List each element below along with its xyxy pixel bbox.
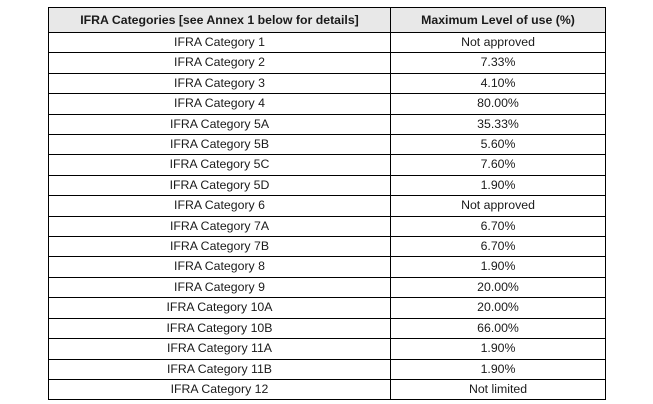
table-row: [49, 114, 606, 134]
ifra-levels-table-wrapper: [48, 7, 605, 400]
cell-max-level: 6.70%: [391, 237, 606, 257]
ifra-levels-table: [48, 7, 606, 400]
table-row: [49, 73, 606, 93]
cell-max-level: 6.70%: [391, 216, 606, 236]
table-row: [49, 94, 606, 114]
cell-max-level: 1.90%: [391, 257, 606, 277]
cell-category: IFRA Category 5A: [49, 114, 391, 134]
cell-max-level: 5.60%: [391, 135, 606, 155]
cell-category: IFRA Category 6: [49, 196, 391, 216]
table-row: [49, 257, 606, 277]
column-header-categories: IFRA Categories [see Annex 1 below for details]: [49, 8, 391, 33]
table-row: [49, 237, 606, 257]
cell-max-level: 80.00%: [391, 94, 606, 114]
table-row: [49, 135, 606, 155]
cell-max-level: 1.90%: [391, 359, 606, 379]
cell-max-level: 4.10%: [391, 73, 606, 93]
cell-category: IFRA Category 10B: [49, 318, 391, 338]
cell-category: IFRA Category 5C: [49, 155, 391, 175]
cell-max-level: 1.90%: [391, 339, 606, 359]
cell-category: IFRA Category 5D: [49, 175, 391, 195]
table-row: [49, 359, 606, 379]
cell-max-level: 7.33%: [391, 53, 606, 73]
cell-max-level: 7.60%: [391, 155, 606, 175]
table-row: [49, 175, 606, 195]
cell-max-level: 35.33%: [391, 114, 606, 134]
table-body: [49, 33, 606, 400]
cell-category: IFRA Category 12: [49, 379, 391, 399]
table-header-row: [49, 8, 606, 33]
table-row: [49, 318, 606, 338]
cell-category: IFRA Category 7B: [49, 237, 391, 257]
cell-category: IFRA Category 1: [49, 33, 391, 53]
table-header: [49, 8, 606, 33]
table-row: [49, 379, 606, 399]
cell-category: IFRA Category 8: [49, 257, 391, 277]
table-row: [49, 53, 606, 73]
column-header-maximum-level: Maximum Level of use (%): [391, 8, 606, 33]
cell-category: IFRA Category 7A: [49, 216, 391, 236]
cell-max-level: 20.00%: [391, 298, 606, 318]
cell-category: IFRA Category 11A: [49, 339, 391, 359]
cell-max-level: Not approved: [391, 196, 606, 216]
table-row: [49, 277, 606, 297]
cell-category: IFRA Category 11B: [49, 359, 391, 379]
cell-max-level: Not approved: [391, 33, 606, 53]
cell-category: IFRA Category 5B: [49, 135, 391, 155]
table-row: [49, 155, 606, 175]
cell-category: IFRA Category 10A: [49, 298, 391, 318]
table-row: [49, 298, 606, 318]
cell-category: IFRA Category 4: [49, 94, 391, 114]
cell-max-level: 1.90%: [391, 175, 606, 195]
table-row: [49, 196, 606, 216]
cell-max-level: 66.00%: [391, 318, 606, 338]
table-row: [49, 216, 606, 236]
table-row: [49, 33, 606, 53]
cell-category: IFRA Category 2: [49, 53, 391, 73]
cell-category: IFRA Category 3: [49, 73, 391, 93]
table-row: [49, 339, 606, 359]
cell-max-level: Not limited: [391, 379, 606, 399]
cell-category: IFRA Category 9: [49, 277, 391, 297]
cell-max-level: 20.00%: [391, 277, 606, 297]
